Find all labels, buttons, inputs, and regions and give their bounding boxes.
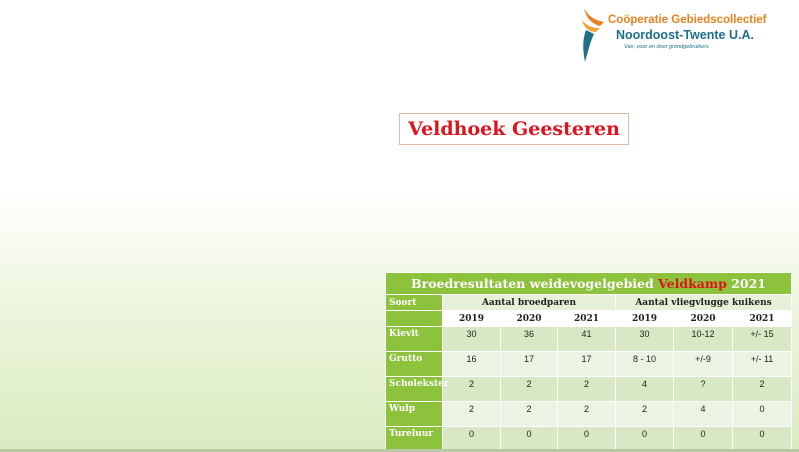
table-cell: +/- 11 xyxy=(733,352,792,377)
table-cell: 30 xyxy=(443,327,501,352)
header-kuikens: Aantal vliegvlugge kuikens xyxy=(616,295,792,311)
table-cell: +/-9 xyxy=(674,352,733,377)
table-cell: 2 xyxy=(616,402,674,427)
header-year: 2021 xyxy=(558,311,616,327)
results-table xyxy=(385,272,792,452)
logo-line-2: Noordoost-Twente U.A. xyxy=(616,28,754,42)
table-cell: 4 xyxy=(616,377,674,402)
header-year: 2020 xyxy=(674,311,733,327)
table-cell: 0 xyxy=(443,427,501,452)
table-cell: 2 xyxy=(558,402,616,427)
header-year: 2019 xyxy=(443,311,501,327)
logo-tagline: Van, voor en door grondgebruikers xyxy=(624,44,709,50)
year-header-row xyxy=(386,311,792,327)
table-cell: 8 - 10 xyxy=(616,352,674,377)
table-row xyxy=(386,327,792,352)
table-cell: 10-12 xyxy=(674,327,733,352)
table-title-row xyxy=(386,273,792,295)
group-header-row xyxy=(386,295,792,311)
species-label: Grutto xyxy=(386,352,443,377)
table-cell: +/- 15 xyxy=(733,327,792,352)
table-cell: 2 xyxy=(501,402,558,427)
table-title-prefix: Broedresultaten weidevogelgebied xyxy=(411,276,654,291)
title-box xyxy=(399,113,629,145)
table-cell: 2 xyxy=(558,377,616,402)
logo-line-1: Coöperatie Gebiedscollectief xyxy=(608,14,767,26)
table-cell: 0 xyxy=(501,427,558,452)
table-row xyxy=(386,352,792,377)
header-year: 2021 xyxy=(733,311,792,327)
table-cell: 17 xyxy=(501,352,558,377)
page-title: Veldhoek Geesteren xyxy=(408,118,620,140)
header-year: 2020 xyxy=(501,311,558,327)
table-row xyxy=(386,377,792,402)
species-label: Tureluur xyxy=(386,427,443,452)
table-cell: 2 xyxy=(733,377,792,402)
logo xyxy=(578,6,793,64)
table-title xyxy=(386,273,792,295)
table-cell: 36 xyxy=(501,327,558,352)
table-cell: 4 xyxy=(674,402,733,427)
species-label: Wulp xyxy=(386,402,443,427)
table-cell: 0 xyxy=(733,402,792,427)
logo-mark-icon xyxy=(578,6,610,64)
table-cell: 41 xyxy=(558,327,616,352)
table-cell: 0 xyxy=(674,427,733,452)
table-cell: 0 xyxy=(616,427,674,452)
table-row xyxy=(386,402,792,427)
table-cell: 17 xyxy=(558,352,616,377)
table-cell: 30 xyxy=(616,327,674,352)
table-cell: 2 xyxy=(501,377,558,402)
header-broedparen: Aantal broedparen xyxy=(443,295,616,311)
header-blank xyxy=(386,311,443,327)
table-cell: ? xyxy=(674,377,733,402)
table-cell: 2 xyxy=(443,402,501,427)
table-cell: 0 xyxy=(733,427,792,452)
header-year: 2019 xyxy=(616,311,674,327)
table-cell: 16 xyxy=(443,352,501,377)
species-label: Scholekster xyxy=(386,377,443,402)
header-soort: Soort xyxy=(386,295,443,311)
table-title-accent: Veldkamp xyxy=(658,276,727,291)
table-title-suffix: 2021 xyxy=(731,276,767,291)
table-cell: 0 xyxy=(558,427,616,452)
species-label: Kievit xyxy=(386,327,443,352)
table-row xyxy=(386,427,792,452)
table-cell: 2 xyxy=(443,377,501,402)
